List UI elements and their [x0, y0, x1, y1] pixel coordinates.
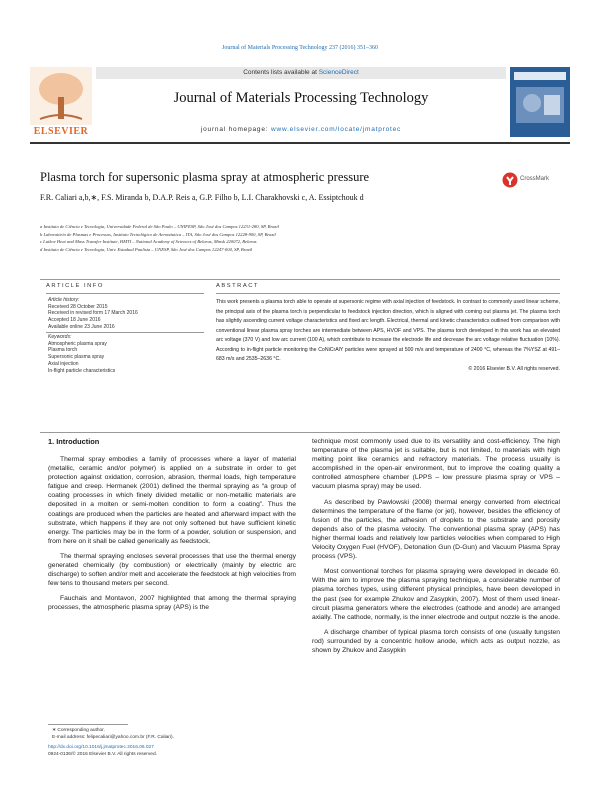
abstract-text: This work presents a plasma torch able to operate at supersonic regime with axial injection of feedstock. In contrast to commonly used linear scheme, the principal axis of the plasma torch is perpendicular to feedstock injection direction, which is aligned with coming out plasma jet. The plasma torch has slightly ascending current voltage characteristics and fixed arc length. Electrical, thermal and kinetic characteristics outlined from comparison with conventional linear plasma spray torches are intermediate between APS, HVOF and VPS. The plasma torch developed in this work has an elevated arc voltage (370 V) and low arc current (100 A), which contribute to increase the electrode life and decrease the arc voltage relative fluctuation (10%). According to in-flight particle monitoring the CoNiCrAlY particles were sprayed at 500 m/s and temperature of 2400 °C, whereas the 7%YSZ at 491–683 m/s and 2535–2636 °C.: [216, 299, 560, 363]
doi-block: [48, 744, 348, 758]
intro-paragraph: Most conventional torches for plasma spraying were developed in decade 60. With the aim to improve the plasma spraying technique, a considerable number of plasma torches types, using different physical principles, have been developed in the past (see for example Zhukov and Zasypkin, 2007). Most of them used linear-circuit plasma generators where the electrodes (cathode and anode) are arranged axially. The cathode, normally, is the inner electrode and output nozzle is the anode.: [312, 568, 560, 621]
introduction-heading: 1. Introduction: [48, 437, 100, 446]
keywords: [48, 334, 204, 374]
affiliation-b: b Laboratório de Plasmas e Processos, Instituto Tecnológico de Aeronáutica – ITA, São José dos Campos 12228-900, SP, Brazil: [40, 231, 276, 237]
history-revised: Received in revised form 17 March 2016: [48, 310, 138, 317]
contents-prefix: Contents lists available at: [243, 69, 319, 76]
homepage-prefix: journal homepage:: [200, 126, 271, 133]
footnotes: [52, 727, 302, 741]
intro-paragraph: A discharge chamber of typical plasma torch consists of one (usually tungsten rod) surrounded by a concentric hollow anode, which acts as output nozzle, as shown by Zhukov and Zasypkin: [312, 628, 560, 654]
corresponding-author-note: ∗ Corresponding author.: [52, 728, 105, 733]
intro-right-column: [312, 437, 560, 655]
keyword-item: Supersonic plasma spray: [48, 354, 105, 361]
keyword-item: In-flight particle characteristics: [48, 367, 116, 374]
crossmark-label: CrossMark: [520, 176, 550, 182]
email-note: E-mail address: felipecaliari@yahoo.com.br (F.R. Caliari).: [52, 735, 174, 740]
history-online: Available online 23 June 2016: [48, 323, 115, 330]
issn-line: 0924-0136/© 2016 Elsevier B.V. All rights reserved.: [48, 752, 157, 757]
homepage-link[interactable]: www.elsevier.com/locate/jmatprotec: [270, 126, 402, 133]
history-accepted: Accepted 18 June 2016: [48, 317, 101, 324]
intro-paragraph: Thermal spray embodies a family of processes where a layer of material (metallic, ceramic and/or polymer) is applied on a substrate in order to get protection against oxidation, corrosion, abrasion, thermal loads, high temperature fatigue and creep. Hermanek (2001) defined the thermal spraying as “a group of coating processes in which finely divided metallic or non-metallic materials are deposited in a molten or semi-molten condition to form a coating”. Thus the coatings are produced when the particles are heated and afterward impact with the substrate, which happens if they are not only softened but have sufficient kinetic energy. The particles may be in the form of a powder, solution or suspension, and from here on it shall be called generically as feedstock.: [48, 456, 296, 545]
banner-divider: [30, 142, 570, 144]
abstract-body: [216, 298, 560, 374]
article-info-rule: [46, 293, 204, 294]
intro-paragraph: As described by Pawlowski (2008) thermal energy converted from electrical determines the temperature of the flame (or jet), however, besides the efficiency of fusion of the particles, the adhesion of droplets to the substrate and porosity depends also of the plasma velocity. The conventional plasma spray (APS) has higher thermal loads and relatively low particles velocities when compared to High Velocity Oxygen Fuel (HVOF), Detonation Gun (D-Gun) and Vacuum Plasma Spray process (VPS).: [312, 498, 560, 561]
history-label: Article history:: [48, 297, 80, 303]
article-info-heading: ARTICLE INFO: [46, 283, 104, 289]
intro-paragraph: technique most commonly used due to its versatility and cost-efficiency. The high temperature of the plasma jet is suitable, but is not limited, to materials with high melting point like ceramics and refractory materials. The process usually is accomplished in the open-air environment, but to improve the coating quality a controlled atmosphere chamber (LPPS – low pressure plasma spray or VPS – vacuum plasma spray) may be used.: [312, 438, 560, 491]
affiliation-divider: [40, 279, 560, 280]
article-title: Plasma torch for supersonic plasma spray at atmospheric pressure: [40, 170, 370, 184]
intro-paragraph: Fauchais and Montavon, 2007 highlighted that among the thermal spraying processes, the atmospheric plasma spray (APS) is the: [48, 595, 296, 612]
journal-cover-image: [510, 67, 570, 137]
intro-left-column: [48, 455, 296, 613]
affiliations: [40, 223, 560, 253]
crossmark-badge[interactable]: [502, 172, 552, 188]
article-history: [48, 297, 204, 331]
abstract-divider: [40, 432, 560, 433]
doi-link[interactable]: http://dx.doi.org/10.1016/j.jmatprotec.2016.06.027: [48, 745, 154, 750]
journal-title: Journal of Materials Processing Technology: [173, 90, 429, 106]
abstract-heading: ABSTRACT: [216, 283, 259, 289]
publisher-wordmark: ELSEVIER: [33, 126, 89, 137]
sciencedirect-link[interactable]: ScienceDirect: [318, 69, 359, 76]
keyword-item: Axial injection: [48, 360, 79, 367]
running-header: Journal of Materials Processing Technology 237 (2016) 351–360: [222, 45, 378, 51]
intro-paragraph: The thermal spraying encloses several processes that use the thermal energy generated chemically (by combustion) or electrically (mainly by electric arc discharge) to soften and/or melt and accelerate the feedstock at high velocities from few tens to thousand meters per second.: [48, 552, 296, 588]
footnote-rule: [48, 724, 128, 725]
author-list: F.R. Caliari a,b,∗, F.S. Miranda b, D.A.P. Reis a, G.P. Filho b, L.I. Charakhovski c, A. Essiptchouk d: [40, 193, 364, 202]
keyword-item: Plasma torch: [48, 347, 78, 354]
affiliation-c: c Luikov Heat and Mass Transfer Institute, HMTI – National Academy of Sciences of Belarus, Minsk 220072, Belarus: [40, 239, 257, 244]
crossmark-icon: [502, 172, 518, 188]
abstract-rule: [216, 293, 560, 294]
abstract-copyright: © 2016 Elsevier B.V. All rights reserved.: [468, 365, 560, 372]
journal-homepage: [96, 126, 506, 133]
keywords-label: Keywords:: [48, 334, 72, 340]
affiliation-a: a Instituto de Ciência e Tecnologia, Universidade Federal de São Paulo – UNIFESP, São José dos Campos 12231-280, SP, Brazil: [40, 224, 279, 229]
keywords-rule: [46, 332, 204, 333]
affiliation-d: d Instituto de Ciência e Tecnologia, Univ. Estadual Paulista – UNESP, São José dos Campos 12247-004, SP, Brazil: [40, 246, 253, 252]
keyword-item: Atmospheric plasma spray: [48, 340, 107, 347]
history-received: Received 28 October 2015: [48, 303, 108, 310]
contents-available-bar: [96, 67, 506, 79]
